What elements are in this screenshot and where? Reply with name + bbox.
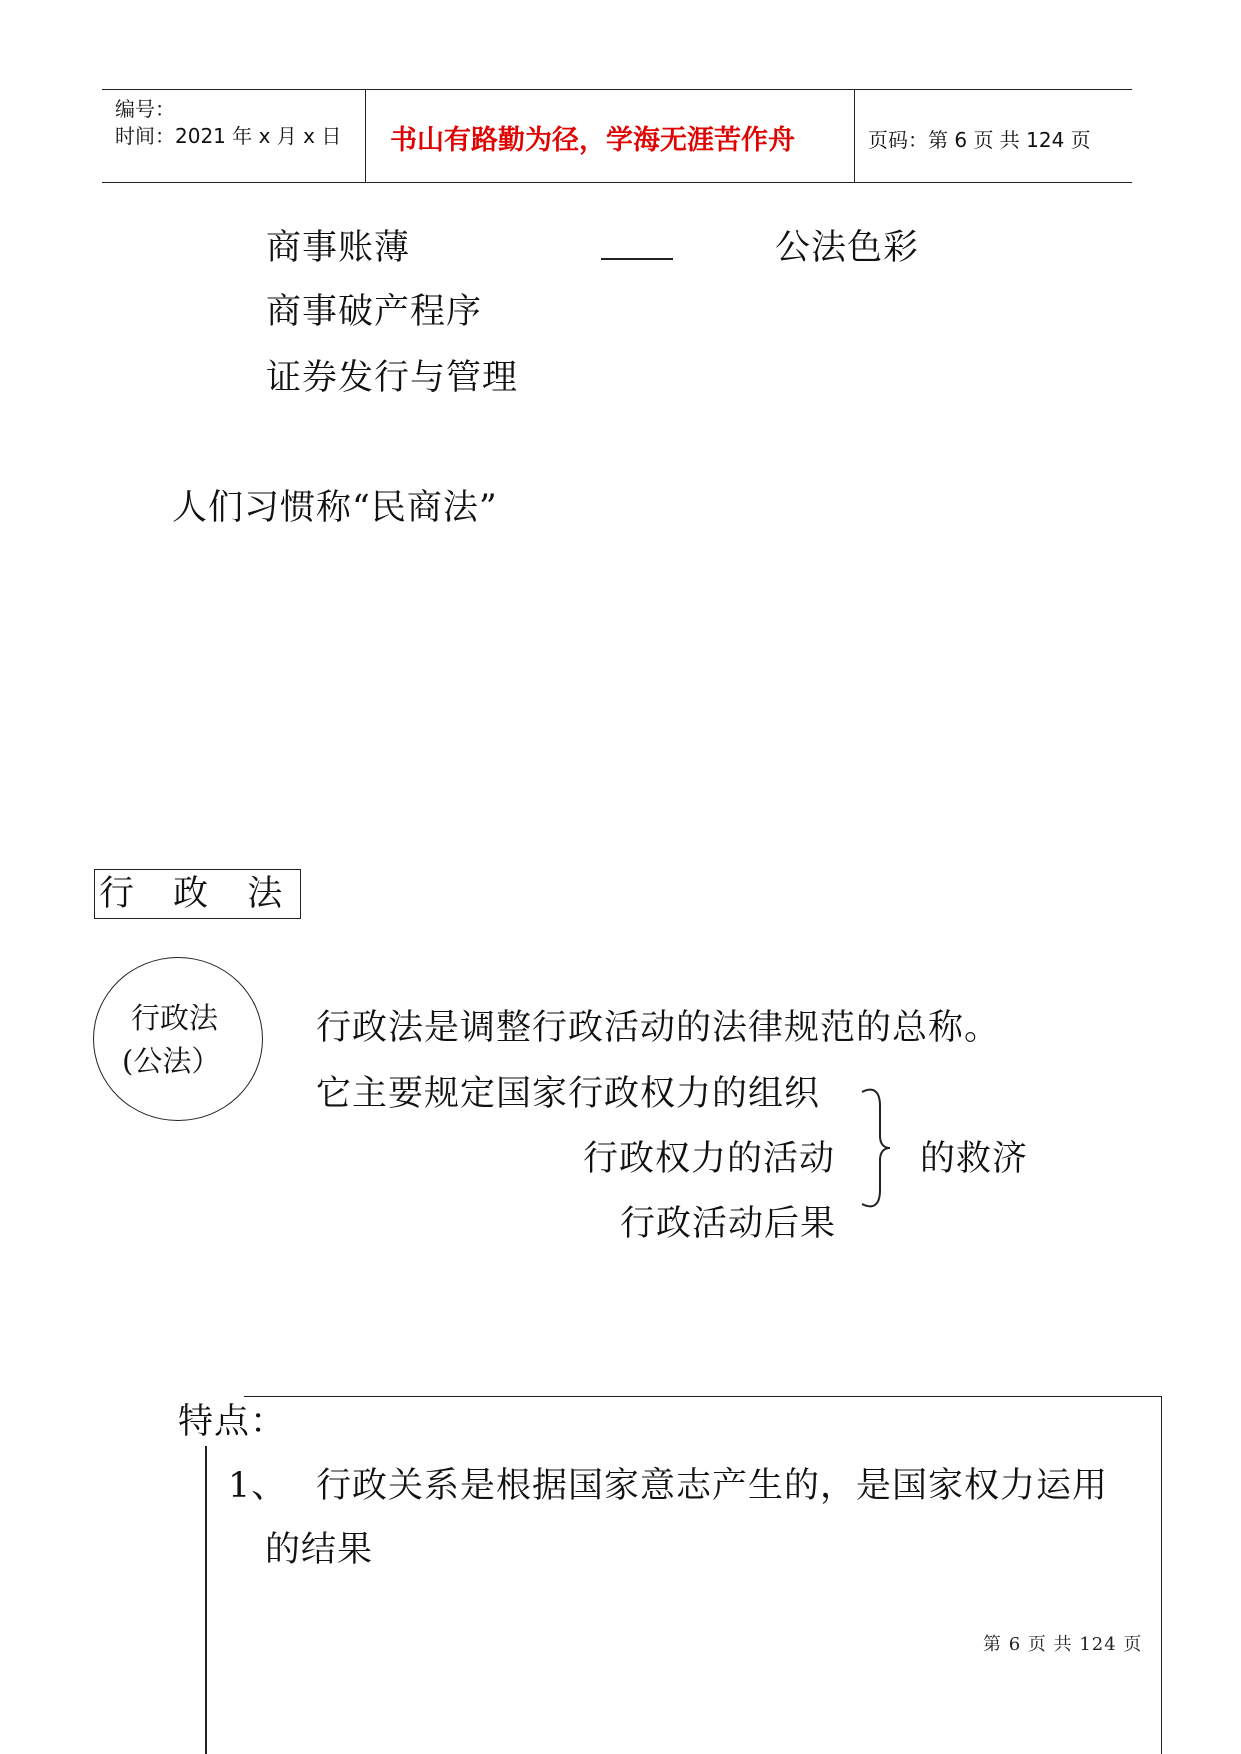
list-item-bankruptcy: 商事破产程序 [266, 292, 483, 332]
fill-in-blank-line [601, 258, 673, 260]
footer-page-number: 第 6 页 共 124 页 [983, 1634, 1143, 1655]
header-top-rule [102, 89, 1132, 90]
right-brace [858, 1078, 898, 1218]
regulates-organization-text: 它主要规定国家行政权力的组织 [316, 1074, 821, 1114]
circle-label-administrative-law: 行政法 [131, 1001, 219, 1035]
header-divider-right [854, 89, 855, 182]
features-label: 特点： [178, 1402, 287, 1442]
relief-text: 的救济 [920, 1139, 1029, 1179]
list-item-public-law-color: 公法色彩 [775, 228, 920, 268]
header-number-label: 编号： [115, 97, 175, 121]
feature-item-line2: 的结果 [265, 1530, 374, 1570]
list-item-securities: 证券发行与管理 [266, 358, 519, 398]
activity-results-text: 行政活动后果 [620, 1204, 837, 1244]
list-item-ledger: 商事账薄 [266, 228, 411, 268]
people-call-civil-commercial-law: 人们习惯称“民商法” [172, 488, 498, 528]
header-motto: 书山有路勤为径，学海无涯苦作舟 [390, 125, 795, 156]
circle-label-public-law: (公法） [122, 1044, 221, 1078]
definition-text: 行政法是调整行政活动的法律规范的总称。 [316, 1008, 1001, 1048]
header-page-label: 页码：第 6 页 共 124 页 [868, 128, 1091, 152]
feature-item-line1: 行政关系是根据国家意志产生的，是国家权力运用 [316, 1466, 1109, 1506]
features-box-left-rule [205, 1446, 207, 1754]
power-activities-text: 行政权力的活动 [583, 1139, 836, 1179]
features-box-top-rule [244, 1396, 1162, 1397]
header-bottom-rule [102, 182, 1132, 183]
header-divider-left [365, 89, 366, 182]
features-box-right-rule [1161, 1396, 1162, 1754]
header-time-label: 时间：2021 年 x 月 x 日 [115, 124, 342, 148]
feature-item-number: 1、 [228, 1466, 288, 1506]
section-title-administrative-law: 行 政 法 [94, 869, 301, 919]
